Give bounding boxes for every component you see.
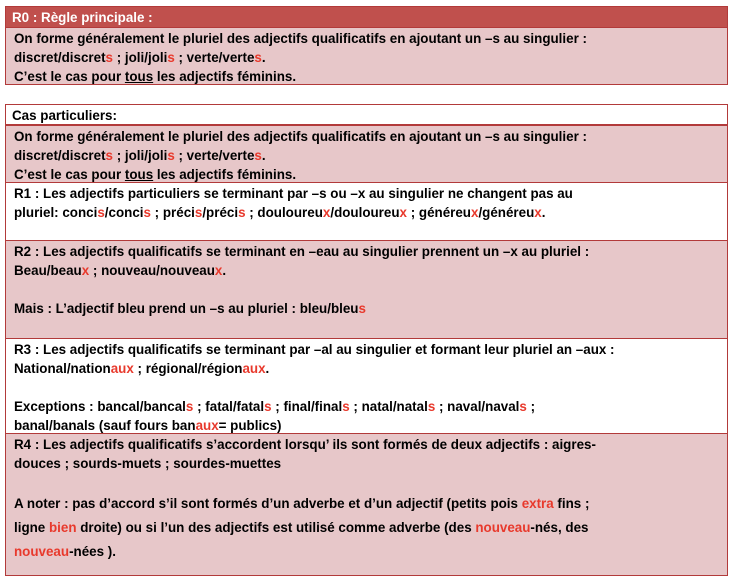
r2-line1: R2 : Les adjectifs qualificatifs se terminant en –eau au singulier prennent un –x au pluriel : <box>14 244 590 259</box>
cas-examples: discret/discrets ; joli/jolis ; verte/vertes. <box>14 148 266 163</box>
rule-r2 <box>6 240 727 338</box>
rule-r4 <box>6 433 727 575</box>
rule-r1 <box>6 182 727 240</box>
r1-examples: pluriel: concis/concis ; précis/précis ; douloureux/douloureux ; généreux/généreux. <box>14 205 546 220</box>
r4-note2: ligne bien droite) ou si l’un des adjectifs est utilisé comme adverbe (des nouveau-nés, des <box>14 520 589 535</box>
cas-line1: On forme généralement le pluriel des adjectifs qualificatifs en ajoutant un –s au singulier : <box>14 129 587 144</box>
cas-header <box>6 105 727 124</box>
r0-line1: On forme généralement le pluriel des adjectifs qualificatifs en ajoutant un –s au singulier : <box>14 31 587 46</box>
r0-line3: C’est le cas pour tous les adjectifs féminins. <box>14 69 297 84</box>
r0-header <box>6 7 727 27</box>
r4-note3: nouveau-nées ). <box>14 544 116 559</box>
rule-r0-table <box>5 6 728 85</box>
r2-mais: Mais : L’adjectif bleu prend un –s au pluriel : bleu/bleus <box>14 301 366 316</box>
special-cases-table <box>5 104 728 576</box>
r3-line1: R3 : Les adjectifs qualificatifs se terminant par –al au singulier et formant leur pluriel an –aux : <box>14 342 615 357</box>
r2-examples: Beau/beaux ; nouveau/nouveaux. <box>14 263 227 278</box>
r3-banal: banal/banals (sauf fours banaux= publics) <box>14 418 282 433</box>
r3-exceptions: Exceptions : bancal/bancals ; fatal/fatals ; final/finals ; natal/natals ; naval/navals ; <box>14 399 536 414</box>
cas-line3: C’est le cas pour tous les adjectifs féminins. <box>14 167 297 182</box>
cas-body <box>6 124 727 182</box>
cas-title: Cas particuliers: <box>12 108 117 123</box>
r1-line1: R1 : Les adjectifs particuliers se terminant par –s ou –x au singulier ne changent pas au <box>14 186 573 201</box>
r0-body <box>6 27 727 84</box>
r4-note1: A noter : pas d’accord s’il sont formés d’un adverbe et d’un adjectif (petits pois extra fins ; <box>14 496 590 511</box>
r4-line2: douces ; sourds-muets ; sourdes-muettes <box>14 456 282 471</box>
r3-examples: National/nationaux ; régional/régionaux. <box>14 361 270 376</box>
r0-examples: discret/discrets ; joli/jolis ; verte/vertes. <box>14 50 266 65</box>
rule-r3 <box>6 338 727 433</box>
r0-title: R0 : Règle principale : <box>12 10 153 25</box>
r4-line1: R4 : Les adjectifs qualificatifs s’accordent lorsqu’ ils sont formés de deux adjectifs : aigres- <box>14 437 596 452</box>
